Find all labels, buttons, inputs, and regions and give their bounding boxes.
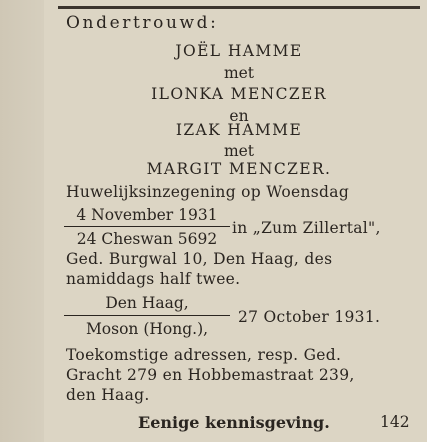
bride-1-name: ILONKA MENCZER (151, 85, 327, 103)
date-hebrew: 24 Cheswan 5692 (76, 230, 218, 248)
announcement-heading: Ondertrouwd: (66, 13, 219, 33)
groom-1-name: JOËL HAMME (175, 42, 303, 60)
dated: 27 October 1931. (238, 308, 381, 326)
address-line-3: den Haag. (66, 386, 150, 404)
ceremony-line-4: namiddags half twee. (66, 270, 241, 288)
top-rule (58, 6, 420, 9)
ceremony-line-3: Ged. Burgwal 10, Den Haag, des (66, 250, 333, 268)
ceremony-line-1: Huwelijksinzegening op Woensdag (66, 183, 350, 201)
place-fraction-line (64, 315, 230, 316)
with-2: met (223, 142, 255, 160)
date-gregorian: 4 November 1931 (76, 206, 218, 224)
venue: in „Zum Zillertal", (232, 219, 381, 237)
place-2: Moson (Hong.), (85, 320, 209, 338)
adjacent-column-strip (0, 0, 44, 442)
and-connector: en (229, 107, 249, 125)
address-line-2: Gracht 279 en Hobbemastraat 239, (66, 366, 355, 384)
with-1: met (223, 64, 255, 82)
bride-2-name: MARGIT MENCZER. (146, 160, 332, 178)
date-fraction-line (64, 226, 230, 227)
groom-2-name: IZAK HAMME (175, 121, 303, 139)
place-1: Den Haag, (105, 294, 189, 312)
address-line-1: Toekomstige adressen, resp. Ged. (66, 346, 342, 364)
ad-number: 142 (380, 413, 410, 431)
closing-notice: Eenige kennisgeving. (138, 413, 330, 432)
